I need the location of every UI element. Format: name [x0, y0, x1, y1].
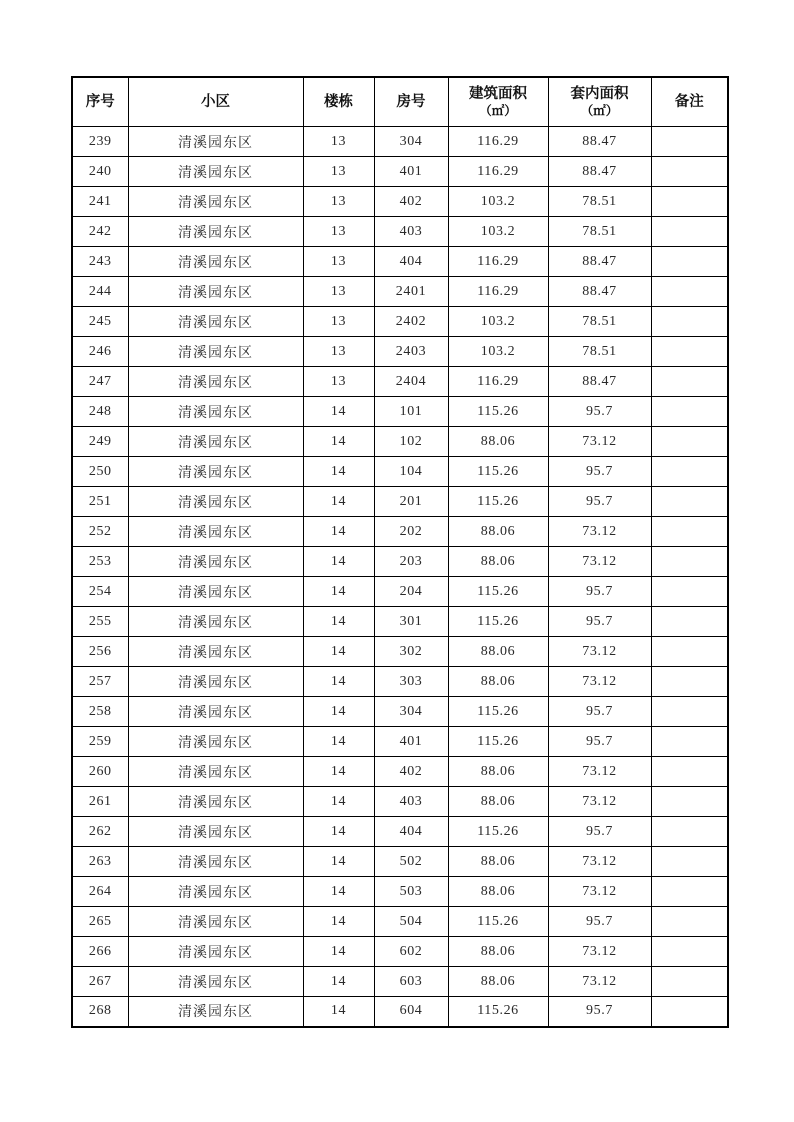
cell-room: 101 — [374, 397, 448, 427]
col-header-gross-area — [448, 77, 548, 127]
cell-seq: 258 — [72, 697, 128, 727]
cell-community: 清溪园东区 — [128, 457, 303, 487]
cell-room: 403 — [374, 217, 448, 247]
cell-seq: 246 — [72, 337, 128, 367]
cell-remark — [651, 697, 728, 727]
table-row — [72, 517, 728, 547]
cell-building: 14 — [303, 727, 374, 757]
cell-building: 13 — [303, 187, 374, 217]
cell-inner_area: 95.7 — [548, 697, 651, 727]
cell-remark — [651, 967, 728, 997]
cell-gross_area: 88.06 — [448, 427, 548, 457]
cell-community: 清溪园东区 — [128, 877, 303, 907]
cell-community: 清溪园东区 — [128, 577, 303, 607]
cell-room: 404 — [374, 247, 448, 277]
cell-building: 14 — [303, 607, 374, 637]
cell-gross_area: 103.2 — [448, 187, 548, 217]
table-row — [72, 127, 728, 157]
cell-room: 403 — [374, 787, 448, 817]
cell-inner_area: 95.7 — [548, 817, 651, 847]
cell-room: 401 — [374, 727, 448, 757]
cell-seq: 247 — [72, 367, 128, 397]
cell-remark — [651, 787, 728, 817]
cell-room: 201 — [374, 487, 448, 517]
cell-seq: 262 — [72, 817, 128, 847]
cell-community: 清溪园东区 — [128, 307, 303, 337]
cell-gross_area: 115.26 — [448, 577, 548, 607]
cell-gross_area: 88.06 — [448, 787, 548, 817]
cell-building: 14 — [303, 997, 374, 1027]
cell-remark — [651, 157, 728, 187]
cell-room: 104 — [374, 457, 448, 487]
cell-remark — [651, 607, 728, 637]
cell-community: 清溪园东区 — [128, 427, 303, 457]
cell-gross_area: 88.06 — [448, 757, 548, 787]
cell-building: 14 — [303, 787, 374, 817]
cell-inner_area: 73.12 — [548, 937, 651, 967]
table-body — [72, 127, 728, 1027]
area-table — [71, 76, 729, 1028]
header-row — [72, 77, 728, 127]
cell-room: 204 — [374, 577, 448, 607]
table-row — [72, 457, 728, 487]
cell-remark — [651, 217, 728, 247]
cell-seq: 255 — [72, 607, 128, 637]
cell-building: 13 — [303, 127, 374, 157]
table-row — [72, 757, 728, 787]
cell-remark — [651, 337, 728, 367]
cell-seq: 245 — [72, 307, 128, 337]
cell-building: 13 — [303, 277, 374, 307]
cell-gross_area: 115.26 — [448, 997, 548, 1027]
cell-gross_area: 88.06 — [448, 847, 548, 877]
cell-seq: 252 — [72, 517, 128, 547]
cell-building: 14 — [303, 397, 374, 427]
cell-seq: 250 — [72, 457, 128, 487]
cell-building: 14 — [303, 847, 374, 877]
cell-room: 404 — [374, 817, 448, 847]
cell-remark — [651, 727, 728, 757]
cell-gross_area: 103.2 — [448, 307, 548, 337]
cell-inner_area: 73.12 — [548, 517, 651, 547]
cell-community: 清溪园东区 — [128, 547, 303, 577]
cell-building: 14 — [303, 547, 374, 577]
cell-seq: 251 — [72, 487, 128, 517]
cell-remark — [651, 187, 728, 217]
table-row — [72, 487, 728, 517]
col-header-gross-area-label: 建筑面积 — [469, 85, 527, 102]
table-row — [72, 727, 728, 757]
cell-inner_area: 73.12 — [548, 877, 651, 907]
cell-building: 14 — [303, 937, 374, 967]
cell-remark — [651, 667, 728, 697]
cell-building: 13 — [303, 337, 374, 367]
cell-remark — [651, 277, 728, 307]
cell-community: 清溪园东区 — [128, 967, 303, 997]
cell-remark — [651, 577, 728, 607]
cell-seq: 240 — [72, 157, 128, 187]
cell-community: 清溪园东区 — [128, 757, 303, 787]
cell-seq: 248 — [72, 397, 128, 427]
cell-gross_area: 88.06 — [448, 667, 548, 697]
cell-building: 14 — [303, 517, 374, 547]
cell-room: 302 — [374, 637, 448, 667]
cell-building: 13 — [303, 367, 374, 397]
cell-seq: 253 — [72, 547, 128, 577]
cell-building: 14 — [303, 757, 374, 787]
cell-community: 清溪园东区 — [128, 817, 303, 847]
cell-community: 清溪园东区 — [128, 667, 303, 697]
cell-community: 清溪园东区 — [128, 487, 303, 517]
cell-remark — [651, 427, 728, 457]
cell-gross_area: 115.26 — [448, 397, 548, 427]
cell-seq: 267 — [72, 967, 128, 997]
cell-inner_area: 95.7 — [548, 727, 651, 757]
cell-gross_area: 88.06 — [448, 877, 548, 907]
cell-seq: 265 — [72, 907, 128, 937]
table-row — [72, 877, 728, 907]
cell-remark — [651, 397, 728, 427]
cell-community: 清溪园东区 — [128, 337, 303, 367]
cell-room: 301 — [374, 607, 448, 637]
cell-seq: 244 — [72, 277, 128, 307]
cell-inner_area: 73.12 — [548, 667, 651, 697]
cell-inner_area: 73.12 — [548, 787, 651, 817]
cell-room: 2404 — [374, 367, 448, 397]
cell-seq: 243 — [72, 247, 128, 277]
cell-remark — [651, 247, 728, 277]
cell-gross_area: 115.26 — [448, 817, 548, 847]
cell-community: 清溪园东区 — [128, 997, 303, 1027]
table-row — [72, 847, 728, 877]
cell-building: 14 — [303, 577, 374, 607]
cell-remark — [651, 487, 728, 517]
cell-community: 清溪园东区 — [128, 637, 303, 667]
cell-building: 14 — [303, 487, 374, 517]
cell-room: 203 — [374, 547, 448, 577]
cell-remark — [651, 367, 728, 397]
table-row — [72, 907, 728, 937]
cell-room: 304 — [374, 697, 448, 727]
col-header-room — [374, 77, 448, 127]
table-row — [72, 307, 728, 337]
cell-room: 2403 — [374, 337, 448, 367]
cell-seq: 263 — [72, 847, 128, 877]
table-row — [72, 967, 728, 997]
cell-gross_area: 103.2 — [448, 337, 548, 367]
cell-remark — [651, 847, 728, 877]
table-row — [72, 697, 728, 727]
cell-gross_area: 115.26 — [448, 697, 548, 727]
cell-inner_area: 73.12 — [548, 847, 651, 877]
cell-room: 304 — [374, 127, 448, 157]
cell-seq: 256 — [72, 637, 128, 667]
table-row — [72, 277, 728, 307]
cell-inner_area: 95.7 — [548, 997, 651, 1027]
cell-gross_area: 116.29 — [448, 367, 548, 397]
cell-seq: 241 — [72, 187, 128, 217]
table-row — [72, 427, 728, 457]
table-row — [72, 577, 728, 607]
cell-community: 清溪园东区 — [128, 607, 303, 637]
cell-remark — [651, 997, 728, 1027]
cell-community: 清溪园东区 — [128, 127, 303, 157]
cell-community: 清溪园东区 — [128, 397, 303, 427]
cell-gross_area: 116.29 — [448, 247, 548, 277]
cell-inner_area: 88.47 — [548, 367, 651, 397]
cell-gross_area: 115.26 — [448, 727, 548, 757]
cell-remark — [651, 547, 728, 577]
cell-inner_area: 95.7 — [548, 577, 651, 607]
cell-room: 603 — [374, 967, 448, 997]
cell-inner_area: 88.47 — [548, 247, 651, 277]
cell-seq: 266 — [72, 937, 128, 967]
cell-gross_area: 116.29 — [448, 127, 548, 157]
col-header-seq-label: 序号 — [85, 93, 115, 110]
cell-inner_area: 88.47 — [548, 127, 651, 157]
cell-gross_area: 115.26 — [448, 607, 548, 637]
cell-inner_area: 88.47 — [548, 277, 651, 307]
col-header-building — [303, 77, 374, 127]
cell-building: 13 — [303, 247, 374, 277]
table-row — [72, 787, 728, 817]
cell-room: 2401 — [374, 277, 448, 307]
cell-seq: 254 — [72, 577, 128, 607]
table-row — [72, 187, 728, 217]
cell-community: 清溪园东区 — [128, 217, 303, 247]
cell-building: 13 — [303, 157, 374, 187]
table-row — [72, 157, 728, 187]
col-header-community — [128, 77, 303, 127]
cell-building: 14 — [303, 427, 374, 457]
cell-gross_area: 116.29 — [448, 277, 548, 307]
table-row — [72, 337, 728, 367]
table-row — [72, 547, 728, 577]
cell-remark — [651, 637, 728, 667]
cell-community: 清溪园东区 — [128, 247, 303, 277]
col-header-building-label: 楼栋 — [324, 93, 353, 110]
table-row — [72, 397, 728, 427]
cell-community: 清溪园东区 — [128, 367, 303, 397]
cell-building: 14 — [303, 907, 374, 937]
cell-remark — [651, 307, 728, 337]
cell-room: 202 — [374, 517, 448, 547]
cell-inner_area: 73.12 — [548, 757, 651, 787]
cell-gross_area: 115.26 — [448, 487, 548, 517]
cell-remark — [651, 127, 728, 157]
table-header — [72, 77, 728, 127]
cell-community: 清溪园东区 — [128, 187, 303, 217]
cell-inner_area: 73.12 — [548, 427, 651, 457]
table-row — [72, 637, 728, 667]
cell-room: 504 — [374, 907, 448, 937]
cell-inner_area: 95.7 — [548, 457, 651, 487]
cell-community: 清溪园东区 — [128, 787, 303, 817]
cell-room: 102 — [374, 427, 448, 457]
cell-inner_area: 95.7 — [548, 607, 651, 637]
cell-building: 13 — [303, 217, 374, 247]
cell-gross_area: 115.26 — [448, 907, 548, 937]
cell-building: 14 — [303, 817, 374, 847]
cell-community: 清溪园东区 — [128, 937, 303, 967]
table-row — [72, 937, 728, 967]
table-row — [72, 217, 728, 247]
table-row — [72, 247, 728, 277]
cell-remark — [651, 937, 728, 967]
cell-inner_area: 78.51 — [548, 337, 651, 367]
cell-seq: 242 — [72, 217, 128, 247]
cell-gross_area: 88.06 — [448, 937, 548, 967]
cell-gross_area: 115.26 — [448, 457, 548, 487]
col-header-inner-area-label: 套内面积 — [570, 85, 629, 102]
cell-seq: 249 — [72, 427, 128, 457]
cell-inner_area: 95.7 — [548, 487, 651, 517]
cell-inner_area: 78.51 — [548, 187, 651, 217]
cell-seq: 260 — [72, 757, 128, 787]
cell-building: 14 — [303, 457, 374, 487]
cell-community: 清溪园东区 — [128, 727, 303, 757]
cell-community: 清溪园东区 — [128, 517, 303, 547]
cell-seq: 264 — [72, 877, 128, 907]
cell-community: 清溪园东区 — [128, 157, 303, 187]
cell-building: 13 — [303, 307, 374, 337]
col-header-seq — [72, 77, 128, 127]
cell-inner_area: 95.7 — [548, 397, 651, 427]
cell-inner_area: 95.7 — [548, 907, 651, 937]
col-header-inner-area-unit: （㎡） — [580, 103, 619, 118]
cell-community: 清溪园东区 — [128, 847, 303, 877]
cell-remark — [651, 457, 728, 487]
cell-gross_area: 116.29 — [448, 157, 548, 187]
table-row — [72, 667, 728, 697]
cell-building: 14 — [303, 667, 374, 697]
cell-seq: 259 — [72, 727, 128, 757]
cell-room: 503 — [374, 877, 448, 907]
col-header-gross-area-unit: （㎡） — [479, 103, 517, 118]
cell-building: 14 — [303, 967, 374, 997]
cell-seq: 239 — [72, 127, 128, 157]
cell-remark — [651, 877, 728, 907]
cell-remark — [651, 757, 728, 787]
col-header-remark — [651, 77, 728, 127]
col-header-remark-label: 备注 — [674, 93, 704, 110]
cell-remark — [651, 517, 728, 547]
cell-inner_area: 73.12 — [548, 547, 651, 577]
cell-inner_area: 78.51 — [548, 217, 651, 247]
cell-community: 清溪园东区 — [128, 907, 303, 937]
cell-community: 清溪园东区 — [128, 697, 303, 727]
cell-room: 602 — [374, 937, 448, 967]
cell-room: 2402 — [374, 307, 448, 337]
cell-community: 清溪园东区 — [128, 277, 303, 307]
col-header-inner-area — [548, 77, 651, 127]
cell-gross_area: 88.06 — [448, 547, 548, 577]
cell-room: 303 — [374, 667, 448, 697]
table-row — [72, 997, 728, 1027]
cell-inner_area: 73.12 — [548, 967, 651, 997]
cell-gross_area: 103.2 — [448, 217, 548, 247]
table-row — [72, 817, 728, 847]
cell-building: 14 — [303, 697, 374, 727]
cell-seq: 257 — [72, 667, 128, 697]
table-row — [72, 367, 728, 397]
cell-building: 14 — [303, 637, 374, 667]
cell-inner_area: 78.51 — [548, 307, 651, 337]
cell-gross_area: 88.06 — [448, 517, 548, 547]
cell-room: 402 — [374, 187, 448, 217]
table-row — [72, 607, 728, 637]
cell-gross_area: 88.06 — [448, 637, 548, 667]
col-header-room-label: 房号 — [396, 93, 426, 110]
cell-seq: 268 — [72, 997, 128, 1027]
cell-building: 14 — [303, 877, 374, 907]
cell-room: 401 — [374, 157, 448, 187]
cell-seq: 261 — [72, 787, 128, 817]
cell-room: 604 — [374, 997, 448, 1027]
cell-gross_area: 88.06 — [448, 967, 548, 997]
cell-room: 502 — [374, 847, 448, 877]
cell-inner_area: 73.12 — [548, 637, 651, 667]
cell-remark — [651, 817, 728, 847]
cell-inner_area: 88.47 — [548, 157, 651, 187]
cell-room: 402 — [374, 757, 448, 787]
col-header-community-label: 小区 — [201, 93, 230, 110]
cell-remark — [651, 907, 728, 937]
